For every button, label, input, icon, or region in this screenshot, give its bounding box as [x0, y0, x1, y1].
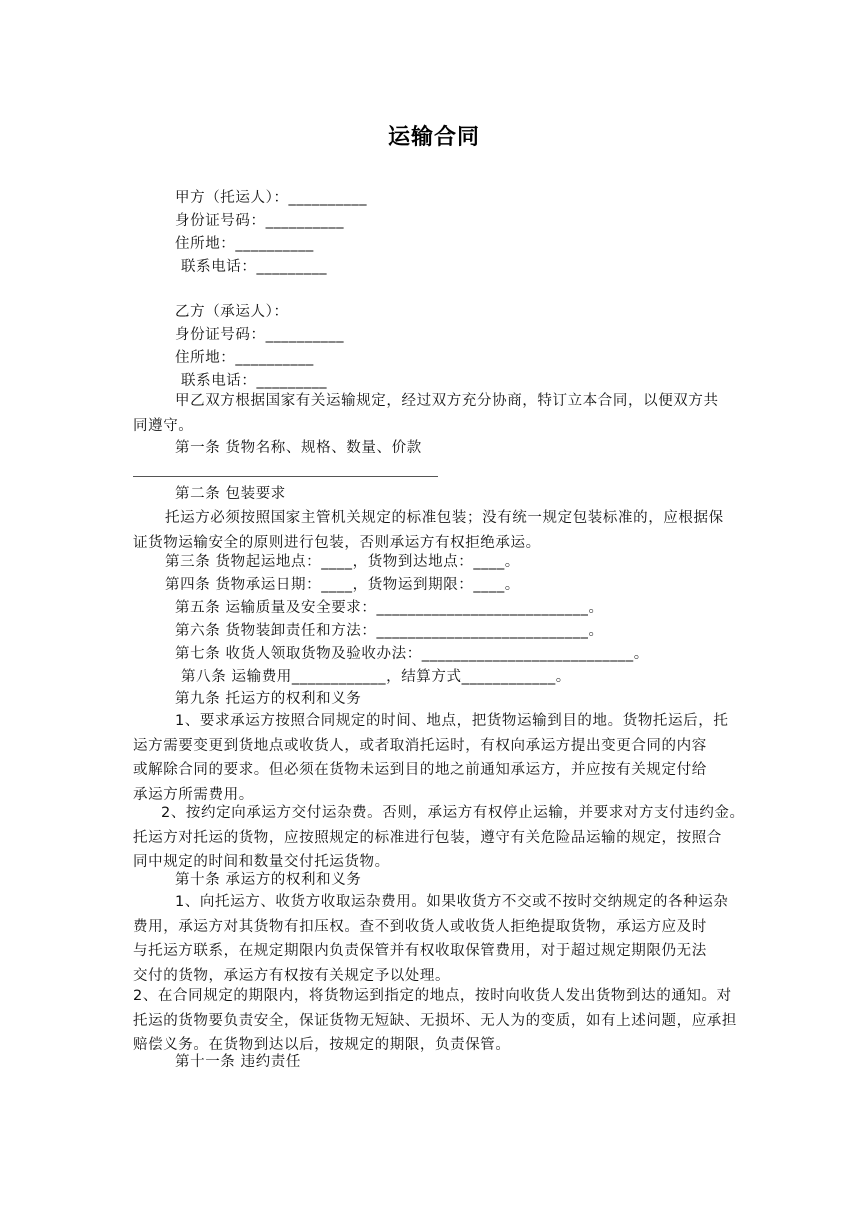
preamble-line: 同遵守。	[133, 417, 194, 434]
article-9-heading: 第九条 托运方的权利和义务	[175, 691, 362, 707]
party-a-address: 住所地：__________	[175, 236, 314, 252]
party-a-name: 甲方（托运人）：__________	[175, 190, 368, 206]
article-10-line: 1、向托运方、收货方收取运杂费用。如果收货方不交或不按时交纳规定的各种运杂	[175, 894, 729, 910]
article-9-line: 运方需要变更到货地点或收货人，或者取消托运时，有权向承运方提出变更合同的内容	[133, 737, 707, 754]
article-10-heading: 第十条 承运方的权利和义务	[175, 872, 362, 888]
preamble-line: 甲乙双方根据国家有关运输规定，经过双方充分协商，特订立本合同，以便双方共	[175, 393, 719, 409]
article-4: 第四条 货物承运日期：____，货物运到期限：____。	[165, 577, 520, 593]
article-10-line: 赔偿义务。在货物到达以后，按规定的期限，负责保管。	[133, 1037, 511, 1053]
article-10-paragraph-1	[133, 890, 728, 988]
article-9-line: 承运方所需费用。	[133, 786, 254, 803]
article-2-heading: 第二条 包装要求	[175, 486, 286, 502]
article-2-body	[133, 506, 724, 555]
article-6: 第六条 货物装卸责任和方法：___________________________。	[175, 623, 604, 639]
preamble	[133, 389, 719, 438]
article-10-paragraph-2	[133, 984, 737, 1058]
article-1-heading: 第一条 货物名称、规格、数量、价款	[175, 440, 422, 456]
party-a-phone: 联系电话：_________	[181, 259, 328, 275]
article-9-line: 或解除合同的要求。但必须在货物未运到目的地之前通知承运方，并应按有关规定付给	[133, 762, 707, 778]
article-2-line: 托运方必须按照国家主管机关规定的标准包装；没有统一规定包装标准的，应根据保	[165, 510, 724, 526]
party-a-id: 身份证号码：__________	[175, 213, 345, 229]
article-10-line: 托运的货物要负责安全，保证货物无短缺、无损坏、无人为的变质，如有上述问题，应承担	[133, 1012, 737, 1029]
article-10-line: 费用，承运方对其货物有扣压权。查不到收货人或收货人拒绝提取货物，承运方应及时	[133, 918, 707, 935]
article-5: 第五条 运输质量及安全要求：___________________________。	[175, 600, 604, 616]
article-7: 第七条 收货人领取货物及验收办法：___________________________。	[175, 646, 649, 662]
page-title: 运输合同	[387, 124, 480, 150]
article-9-line: 同中规定的时间和数量交付托运货物。	[133, 854, 390, 870]
party-b-name: 乙方（承运人）：	[175, 304, 289, 320]
article-2-line: 证货物运输安全的原则进行包装，否则承运方有权拒绝承运。	[133, 534, 541, 551]
article-9-line: 2、按约定向承运方交付运杂费。否则，承运方有权停止运输，并要求对方支付违约金。	[161, 805, 745, 821]
article-9-paragraph-1	[133, 709, 728, 807]
party-b-id: 身份证号码：__________	[175, 327, 345, 343]
party-b-address: 住所地：__________	[175, 350, 314, 366]
blank-underline	[133, 476, 438, 477]
article-9-line: 1、要求承运方按照合同规定的时间、地点，把货物运输到目的地。货物托运后，托	[175, 713, 729, 729]
article-8: 第八条 运输费用____________，结算方式____________。	[181, 669, 571, 685]
article-10-line: 2、在合同规定的期限内，将货物运到指定的地点，按时向收货人发出货物到达的通知。对	[133, 988, 732, 1004]
article-11-heading: 第十一条 违约责任	[175, 1054, 302, 1070]
article-10-line: 与托运方联系，在规定期限内负责保管并有权收取保管费用，对于超过规定期限仍无法	[133, 943, 707, 959]
article-9-paragraph-2	[133, 801, 745, 875]
article-9-line: 托运方对托运的货物，应按照规定的标准进行包装，遵守有关危险品运输的规定，按照合	[133, 829, 722, 846]
article-10-line: 交付的货物，承运方有权按有关规定予以处理。	[133, 967, 451, 984]
article-3: 第三条 货物起运地点：____，货物到达地点：____。	[165, 554, 520, 570]
party-b-phone: 联系电话：_________	[181, 373, 328, 389]
